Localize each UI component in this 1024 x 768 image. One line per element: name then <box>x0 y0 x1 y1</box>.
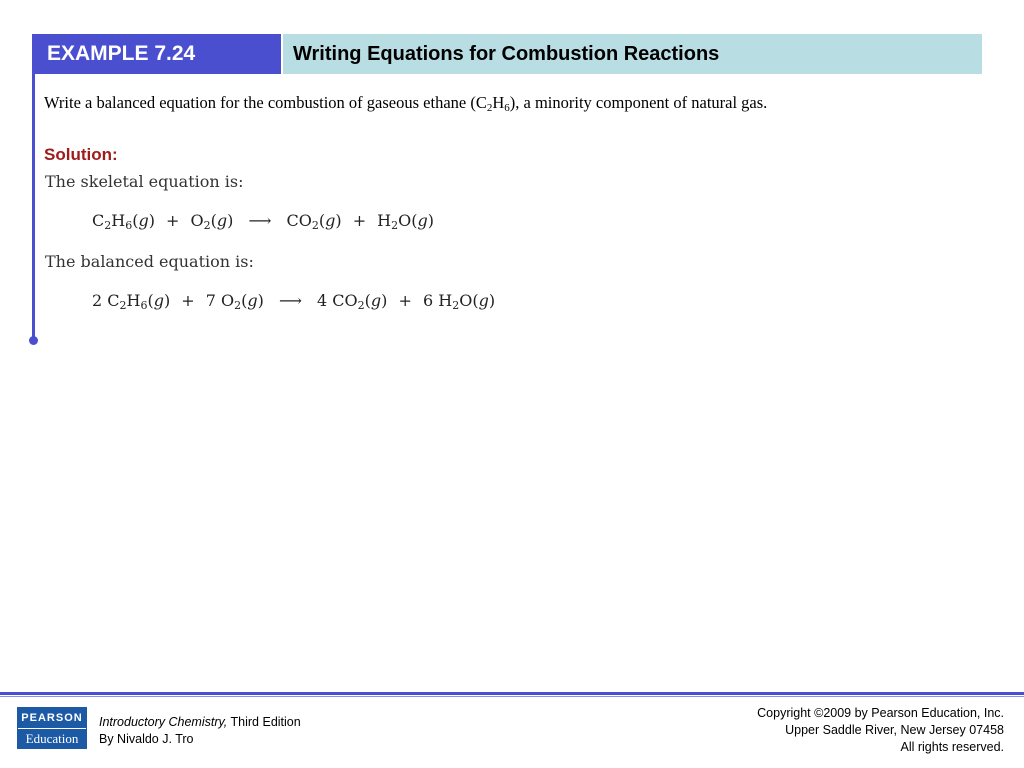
logo-bottom-text: Education <box>25 730 79 746</box>
skeletal-statement: The skeletal equation is: <box>45 172 244 191</box>
logo-top-text: PEARSON <box>18 708 86 729</box>
balanced-equation: 2 $C_2H_6(g) + 7$ $O_2(g)$ ⟶ 4 $CO_2(g) + 6$ $H_2O(g)$ <box>92 291 496 312</box>
example-label: EXAMPLE 7.24 <box>35 34 281 74</box>
balanced-statement: The balanced equation is: <box>45 252 254 271</box>
left-accent-dot <box>29 336 38 345</box>
footer-divider-thin <box>0 696 1024 697</box>
copyright-notice: Copyright ©2009 by Pearson Education, Inc. Upper Saddle River, New Jersey 07458 All rights reserved. <box>757 706 1004 754</box>
footer-divider <box>0 692 1024 695</box>
page-title: Writing Equations for Combustion Reactions <box>283 34 982 74</box>
problem-statement: Write a balanced equation for the combustion of gaseous ethane $(C_2H_6)$, a minority component of natural gas. <box>44 93 768 114</box>
solution-heading: Solution: <box>44 145 118 164</box>
left-accent-rule <box>32 34 35 342</box>
skeletal-equation: $C_2H_6(g) + O_2(g)$ ⟶ $CO_2(g) + H_2O(g)$ <box>92 211 434 232</box>
book-title: Introductory Chemistry, <box>99 715 228 729</box>
book-edition: Third Edition <box>227 715 301 729</box>
book-credit <box>99 714 301 748</box>
book-author: By Nivaldo J. Tro <box>99 732 194 746</box>
pearson-logo <box>17 707 87 749</box>
